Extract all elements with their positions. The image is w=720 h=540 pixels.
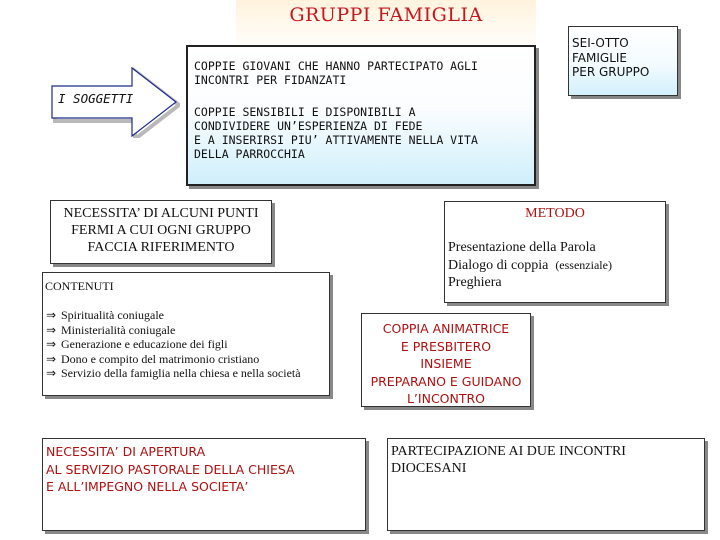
- soggetti-line: CONDIVIDERE UN’ESPERIENZA DI FEDE: [194, 119, 423, 133]
- soggetti-line: DELLA PARROCCHIA: [194, 147, 305, 161]
- list-item: ⇒ Dono e compito del matrimonio cristiano: [46, 351, 260, 366]
- metodo-heading: METODO: [525, 206, 585, 221]
- soggetti-line: E A INSERIRSI PIU’ ATTIVAMENTE NELLA VITA: [194, 133, 478, 147]
- partecipazione-line: PARTECIPAZIONE AI DUE INCONTRI: [391, 444, 626, 459]
- sei-otto-box: [568, 26, 678, 96]
- list-item: ⇒ Ministerialità coniugale: [46, 322, 176, 337]
- double-arrow-icon: ⇒: [46, 322, 57, 337]
- coppia-line: COPPIA ANIMATRICE: [382, 321, 510, 336]
- double-arrow-icon: ⇒: [46, 337, 57, 351]
- double-arrow-icon: ⇒: [46, 351, 57, 366]
- soggetti-line: COPPIE SENSIBILI E DISPONIBILI A: [194, 105, 416, 119]
- metodo-box: [444, 201, 666, 303]
- contenuti-list: [46, 308, 301, 381]
- sei-otto-line: FAMIGLIE: [572, 50, 628, 65]
- sei-otto-line: PER GRUPPO: [572, 65, 650, 79]
- metodo-line: Preghiera: [448, 275, 502, 290]
- metodo-line: Presentazione della Parola: [448, 240, 596, 255]
- apertura-box: [42, 438, 366, 531]
- coppia-line: INSIEME: [420, 356, 472, 371]
- soggetti-label: I SOGGETTI: [58, 91, 134, 106]
- list-item: ⇒ Generazione e educazione dei figli: [46, 337, 228, 351]
- coppia-line: PREPARANO E GUIDANO: [370, 373, 522, 389]
- list-item: ⇒ Spiritualità coniugale: [46, 308, 164, 322]
- apertura-line: AL SERVIZIO PASTORALE DELLA CHIESA: [46, 461, 295, 477]
- soggetti-line: INCONTRI PER FIDANZATI: [194, 73, 347, 87]
- double-arrow-icon: ⇒: [46, 308, 57, 322]
- metodo-note: (essenziale): [555, 257, 612, 272]
- partecipazione-line: DIOCESANI: [391, 461, 467, 476]
- sei-otto-line: SEI-OTTO: [572, 36, 629, 50]
- coppia-line: L’INCONTRO: [406, 391, 486, 406]
- page-title: GRUPPI FAMIGLIA: [289, 4, 483, 26]
- list-item: ⇒ Servizio della famiglia nella chiesa e nella società: [46, 366, 301, 380]
- contenuti-box: [42, 272, 330, 396]
- necessita-line: FACCIA RIFERIMENTO: [87, 240, 235, 255]
- partecipazione-box: [387, 438, 705, 531]
- apertura-line: E ALL’IMPEGNO NELLA SOCIETA’: [46, 479, 249, 494]
- soggetti-line: COPPIE GIOVANI CHE HANNO PARTECIPATO AGLI: [194, 59, 478, 73]
- double-arrow-icon: ⇒: [46, 366, 57, 380]
- necessita-line: FERMI A CUI OGNI GRUPPO: [71, 223, 251, 238]
- coppia-line: E PRESBITERO: [400, 338, 492, 354]
- necessita-line: NECESSITA’ DI ALCUNI PUNTI: [63, 206, 259, 221]
- necessita-punti-box: [50, 200, 272, 264]
- coppia-box: [361, 313, 531, 407]
- contenuti-heading: CONTENUTI: [45, 279, 114, 293]
- apertura-line: NECESSITA’ DI APERTURA: [46, 444, 206, 459]
- soggetti-box: [186, 45, 536, 186]
- metodo-line: Dialogo di coppia (essenziale): [448, 257, 612, 273]
